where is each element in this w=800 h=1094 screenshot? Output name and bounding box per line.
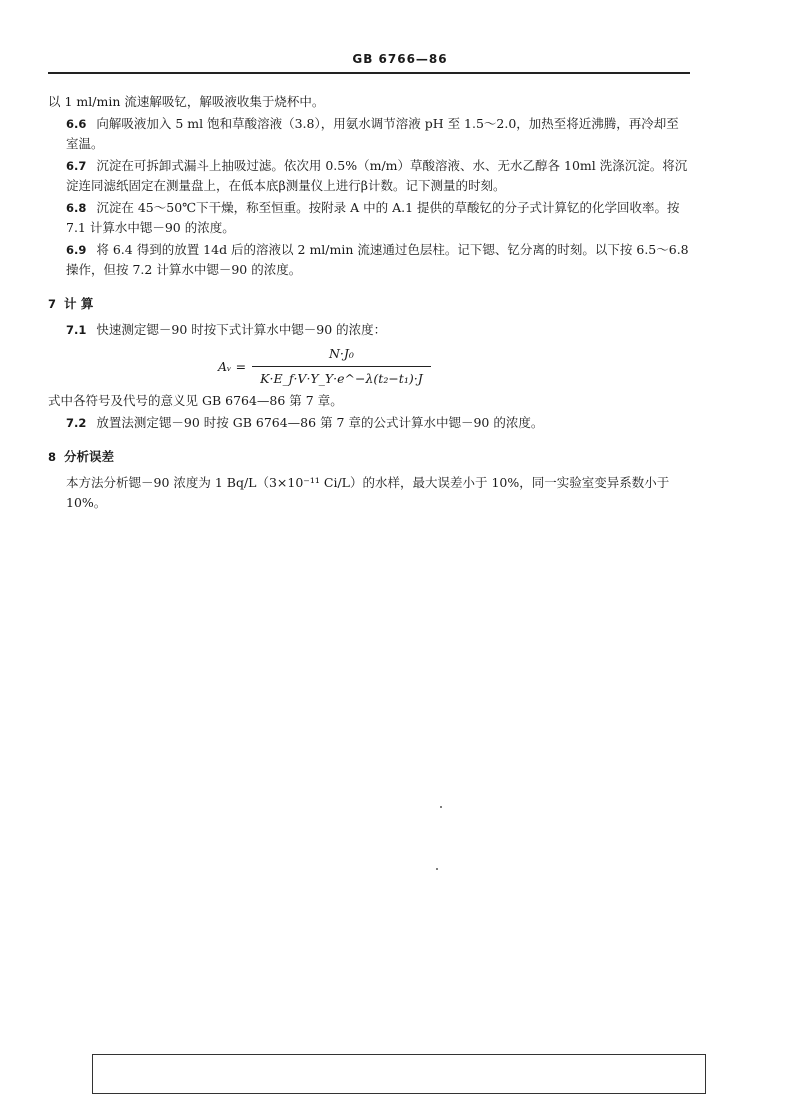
clause-text: 放置法测定锶－90 时按 GB 6764—86 第 7 章的公式计算水中锶－90 的浓度。 bbox=[96, 415, 544, 430]
clause-text: 向解吸液加入 5 ml 饱和草酸溶液（3.8），用氨水调节溶液 pH 至 1.5～2.0，加热至将近沸腾，再冷却至室温。 bbox=[66, 116, 679, 151]
scan-speck bbox=[436, 868, 438, 870]
formula-note-text: 式中各符号及代号的意义见 GB 6764—86 第 7 章。 bbox=[48, 393, 343, 408]
paragraph-text: 以 1 ml/min 流速解吸钇，解吸液收集于烧杯中。 bbox=[48, 94, 325, 109]
analysis-error-text: 本方法分析锶－90 浓度为 1 Bq/L（3×10⁻¹¹ Ci/L）的水样，最大误差小于 10%，同一实验室变异系数小于 10%。 bbox=[66, 475, 670, 510]
clause-6-7 bbox=[48, 156, 690, 196]
clause-7-2 bbox=[48, 413, 690, 433]
clause-number: 6.9 bbox=[66, 243, 87, 257]
clause-text: 沉淀在 45～50℃下干燥，称至恒重。按附录 A 中的 A.1 提供的草酸钇的分子式计算钇的化学回收率。按 7.1 计算水中锶－90 的浓度。 bbox=[66, 200, 680, 235]
formula-note bbox=[48, 391, 690, 411]
clause-number: 6.8 bbox=[66, 201, 87, 215]
scan-speck bbox=[440, 806, 442, 808]
paragraph-continuation bbox=[48, 92, 690, 112]
section-7-heading bbox=[48, 294, 690, 314]
section-title: 分析误差 bbox=[64, 449, 115, 464]
concentration-formula bbox=[218, 344, 690, 389]
clause-text: 快速测定锶－90 时按下式计算水中锶－90 的浓度： bbox=[96, 322, 387, 337]
section-number: 7 bbox=[48, 297, 57, 311]
clause-text: 沉淀在可拆卸式漏斗上抽吸过滤。依次用 0.5%（m/m）草酸溶液、水、无水乙醇各 10ml 洗涤沉淀。将沉淀连同滤纸固定在测量盘上，在低本底β测量仪上进行β计数。记下测量的时刻。 bbox=[66, 158, 688, 193]
clause-6-6 bbox=[48, 114, 690, 154]
footer-frame bbox=[92, 1054, 706, 1094]
section-8-text bbox=[48, 473, 690, 513]
clause-number: 6.6 bbox=[66, 117, 87, 131]
document-body bbox=[48, 92, 690, 515]
clause-6-8 bbox=[48, 198, 690, 238]
clause-text: 将 6.4 得到的放置 14d 后的溶液以 2 ml/min 流速通过色层柱。记下锶、钇分离的时刻。以下按 6.5～6.8 操作，但按 7.2 计算水中锶－90 的浓度。 bbox=[66, 242, 689, 277]
section-number: 8 bbox=[48, 450, 57, 464]
clause-7-1 bbox=[48, 320, 690, 340]
clause-number: 7.1 bbox=[66, 323, 87, 337]
formula-lhs: Aᵥ = bbox=[218, 358, 247, 374]
clause-6-9 bbox=[48, 240, 690, 280]
section-8-heading bbox=[48, 447, 690, 467]
section-title: 计 算 bbox=[64, 296, 94, 311]
formula-fraction bbox=[252, 344, 431, 389]
standard-code: GB 6766—86 bbox=[352, 52, 448, 66]
header-rule bbox=[48, 72, 690, 74]
formula-numerator: N·J₀ bbox=[328, 346, 354, 361]
clause-number: 7.2 bbox=[66, 416, 87, 430]
formula-denominator: K·E_f·V·Y_Y·e^−λ(t₂−t₁)·J bbox=[260, 371, 423, 386]
clause-number: 6.7 bbox=[66, 159, 87, 173]
